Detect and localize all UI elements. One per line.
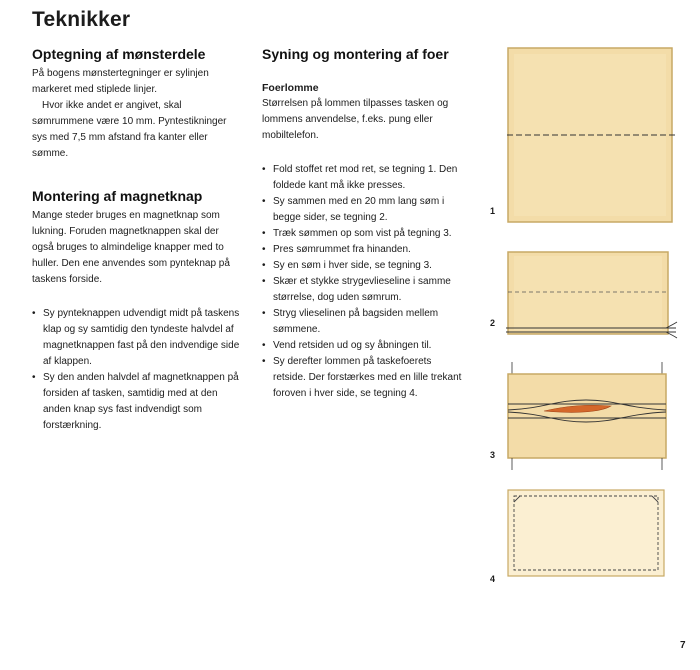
figure-label: 3: [490, 450, 496, 460]
page-number: 7: [680, 640, 686, 651]
left-column: [32, 46, 242, 434]
figure-label: 4: [490, 574, 496, 584]
figure-label: 1: [490, 206, 496, 216]
page-title: Teknikker: [32, 8, 131, 31]
bullet-list: [32, 306, 242, 434]
section-heading-magnetknap: Montering af magnetknap: [32, 188, 203, 204]
bullet-list: [262, 162, 462, 402]
list-item: • Stryg vlieselinen på bagsiden mellem sømmene.: [262, 306, 462, 338]
list-item: • Vend retsiden ud og sy åbningen til.: [262, 338, 462, 354]
list-item: • Fold stoffet ret mod ret, se tegning 1. Den foldede kant må ikke presses.: [262, 162, 462, 194]
list-item: • Sy sammen med en 20 mm lang søm i begge sider, se tegning 2.: [262, 194, 462, 226]
paragraph: Hvor ikke andet er angivet, skal sømrummene være 10 mm. Pyntestikninger sys med 7,5 mm afstand fra kanter eller sømme.: [32, 100, 227, 159]
figure-1-folded-fabric: [506, 46, 676, 226]
figure-2-side-seams: [506, 250, 678, 342]
subheading-foerlomme: Foerlomme: [262, 82, 319, 94]
list-item: • Sy en søm i hver side, se tegning 3.: [262, 258, 462, 274]
paragraph: På bogens mønstertegninger er sylinjen markeret med stiplede linjer.: [32, 68, 209, 95]
paragraph: Mange steder bruges en magnetknap som lukning. Foruden magnetknappen skal der også bruges to almindelige knapper med to huller. Den ene anvendes som pynteknap på taskens forside.: [32, 210, 230, 285]
paragraph: Størrelsen på lommen tilpasses tasken og lommens anvendelse, f.eks. pung eller mobiltelefon.: [262, 98, 449, 141]
middle-column: [262, 46, 462, 402]
list-item: • Skær et stykke strygevlieseline i samme størrelse, dog uden sømrum.: [262, 274, 462, 306]
list-item: • Pres sømrummet fra hinanden.: [262, 242, 462, 258]
list-item: • Sy den anden halvdel af magnetknappen på forsiden af tasken, samtidig med at den anden knap sys fast indvendigt som forstærkning.: [32, 370, 242, 434]
figure-3-opened-seam: [506, 362, 674, 472]
list-item: • Sy derefter lommen på taskefoerets retside. Der forstærkes med en lille trekant foroven i hver side, se tegning 4.: [262, 354, 462, 402]
list-item: • Træk sømmen op som vist på tegning 3.: [262, 226, 462, 242]
list-item: • Sy pynteknappen udvendigt midt på taskens klap og sy samtidig den tyndeste halvdel af magnetknappen fast på den indvendige side af klappen.: [32, 306, 242, 370]
figure-label: 2: [490, 318, 496, 328]
section-heading-foer: Syning og montering af foer: [262, 46, 449, 62]
section-heading-optegning: Optegning af mønsterdele: [32, 46, 206, 62]
figure-4-pocket: [506, 488, 672, 584]
